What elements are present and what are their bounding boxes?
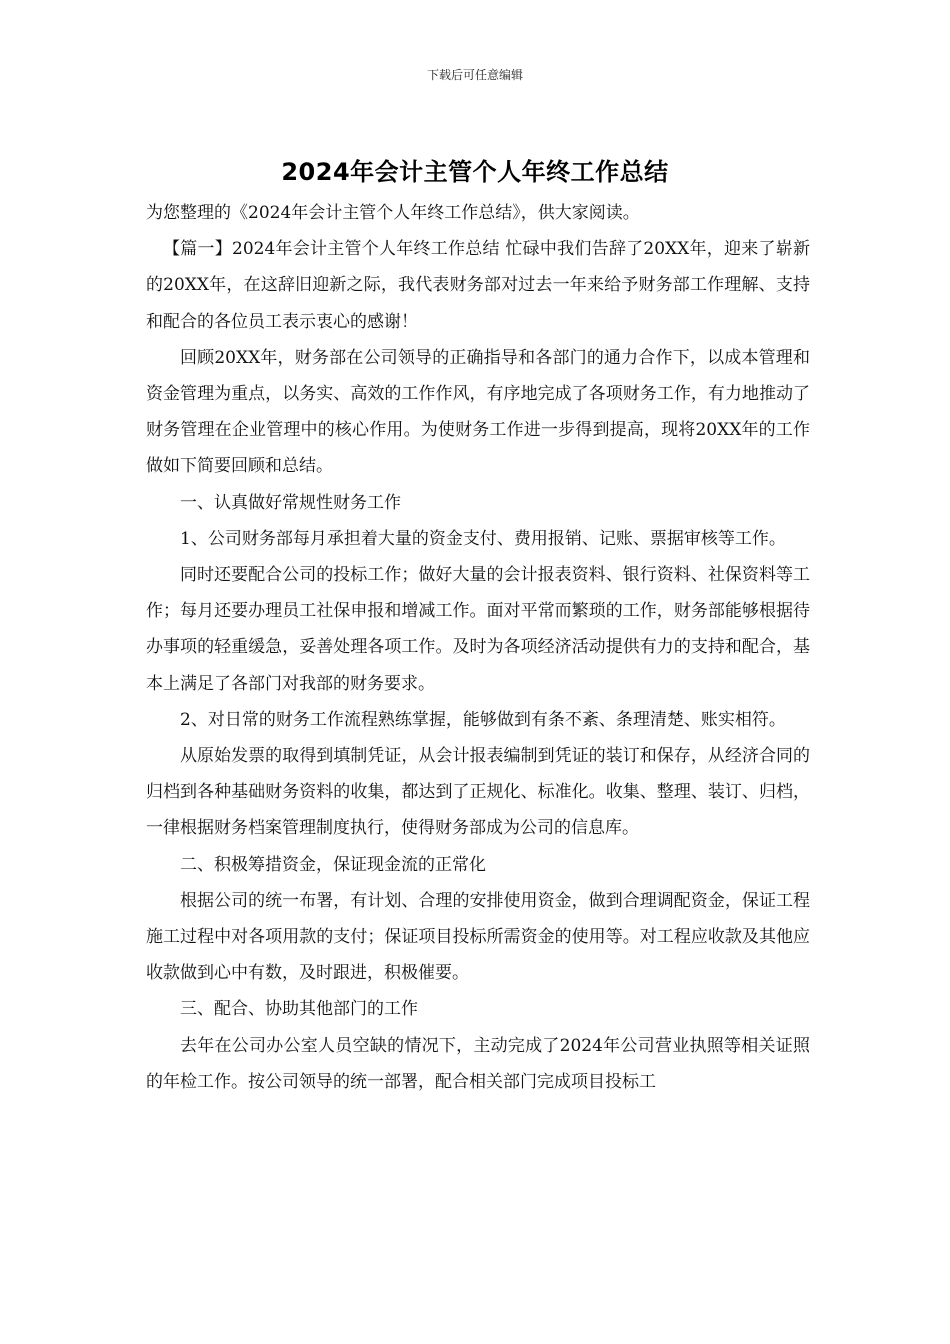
section-heading: 二、积极筹措资金，保证现金流的正常化 — [180, 854, 486, 875]
section-heading: 三、配合、协助其他部门的工作 — [180, 999, 418, 1020]
body-paragraph: 2、对日常的财务工作流程熟练掌握，能够做到有条不紊、条理清楚、账实相符。 — [180, 709, 786, 730]
body-paragraph: 1、公司财务部每月承担着大量的资金支付、费用报销、记账、票据审核等工作。 — [180, 528, 786, 549]
body-paragraph: 【篇一】2024年会计主管个人年终工作总结 忙碌中我们告辞了20XX年，迎来了崭新的20XX年，在这辞旧迎新之际，我代表财务部对过去一年来给予财务部工作理解、支持和配合的各位员工表示衷心的感谢！ — [146, 239, 810, 332]
body-paragraph: 回顾20XX年，财务部在公司领导的正确指导和各部门的通力合作下，以成本管理和资金管理为重点，以务实、高效的工作作风，有序地完成了各项财务工作，有力地推动了财务管理在企业管理中的核心作用。为使财务工作进一步得到提高，现将20XX年的工作做如下简要回顾和总结。 — [146, 347, 810, 477]
intro-paragraph: 为您整理的《2024年会计主管个人年终工作总结》，供大家阅读。 — [146, 203, 640, 223]
section-heading: 一、认真做好常规性财务工作 — [180, 492, 401, 513]
body-paragraph: 同时还要配合公司的投标工作；做好大量的会计报表资料、银行资料、社保资料等工作；每月还要办理员工社保申报和增减工作。面对平常而繁琐的工作，财务部能够根据待办事项的轻重缓急，妥善处理各项工作。及时为各项经济活动提供有力的支持和配合，基本上满足了各部门对我部的财务要求。 — [146, 565, 810, 694]
body-paragraph: 从原始发票的取得到填制凭证，从会计报表编制到凭证的装订和保存，从经济合同的归档到各种基础财务资料的收集，都达到了正规化、标准化。收集、整理、装订、归档，一律根据财务档案管理制度执行，使得财务部成为公司的信息库。 — [146, 746, 810, 839]
document-title: 2024年会计主管个人年终工作总结 — [281, 158, 669, 186]
document-body — [146, 195, 810, 1100]
page-header-note: 下载后可任意编辑 — [426, 68, 523, 82]
body-paragraph: 去年在公司办公室人员空缺的情况下，主动完成了2024年公司营业执照等相关证照的年检工作。按公司领导的统一部署，配合相关部门完成项目投标工 — [146, 1035, 810, 1092]
body-paragraph: 根据公司的统一布署，有计划、合理的安排使用资金，做到合理调配资金，保证工程施工过程中对各项用款的支付；保证项目投标所需资金的使用等。对工程应收款及其他应收款做到心中有数，及时跟进，积极催要。 — [146, 890, 810, 984]
